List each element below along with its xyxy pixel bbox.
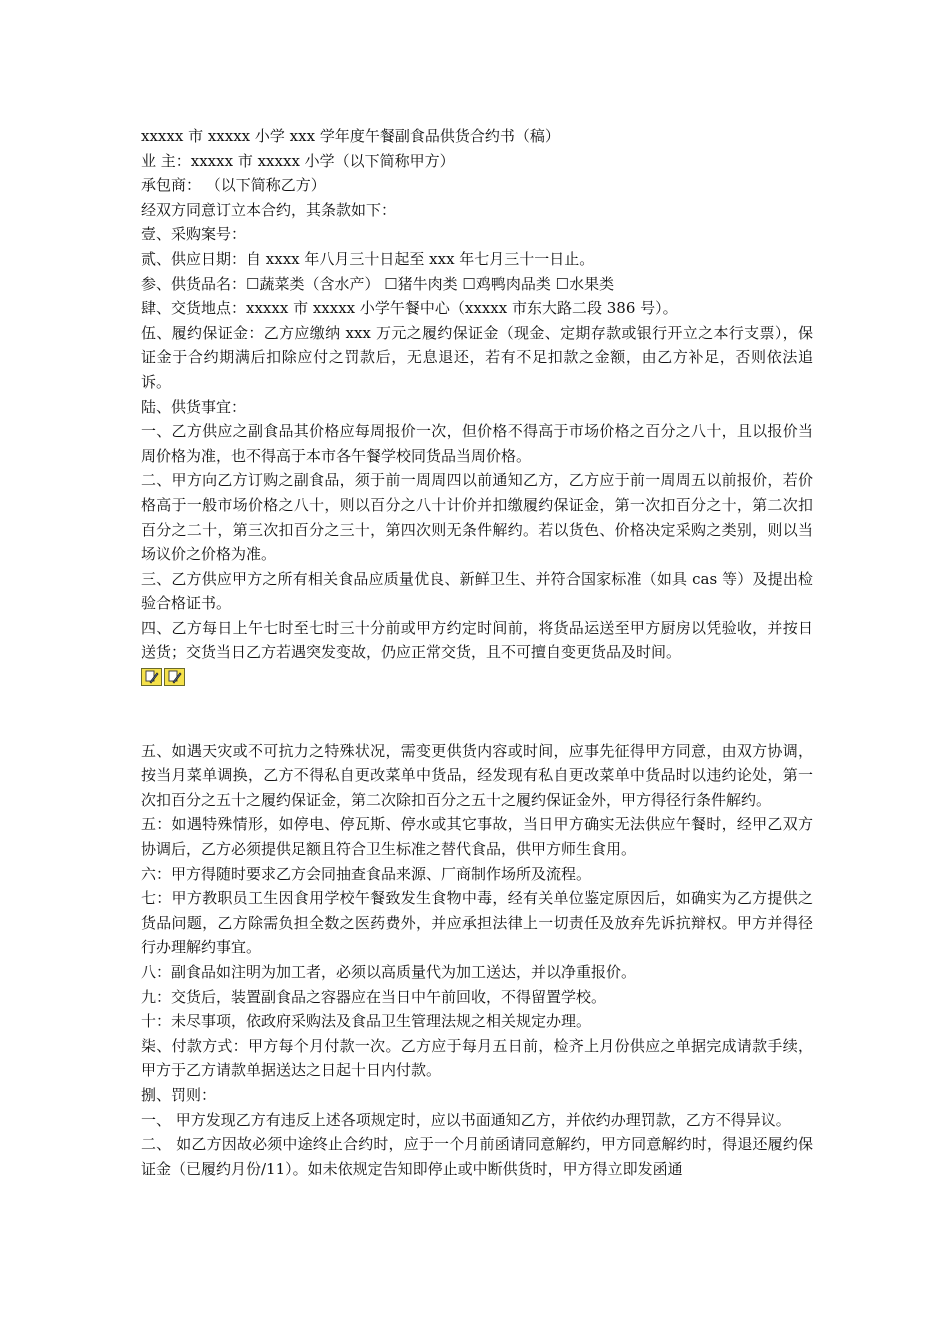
contractor-line: 承包商： （以下简称乙方） <box>141 176 326 195</box>
supply-item-7: 七：甲方教职员工生因食用学校午餐致发生食物中毒，经有关单位鉴定原因后，如确实为乙方提供之货品问题，乙方除需负担全数之医药费外，并应承担法律上一切责任及放弃先诉抗辩权。甲方并得径行办理解约事宜。 <box>141 889 813 957</box>
supply-item-4: 四、乙方每日上午七时至七时三十分前或甲方约定时间前，将货品运送至甲方厨房以凭验收，并按日送货；交货当日乙方若遇突发变故，仍应正常交货，且不可擅自变更货品及时间。 <box>141 618 813 662</box>
supply-item-1: 一、乙方供应之副食品其价格应每周报价一次，但价格不得高于市场价格之百分之八十，且以报价当周价格为准，也不得高于本市各午餐学校同货品当周价格。 <box>141 422 813 465</box>
supply-item-2: 二、甲方向乙方订购之副食品，须于前一周周四以前通知乙方，乙方应于前一周周五以前报价，若价格高于一般市场价格之八十，则以百分之八十计价并扣缴履约保证金，第一次扣百分之十，第二次扣百分之二十，第三次扣百分之三十，第四次则无条件解约。若以货色、价格决定采购之类别，则以当场议价之价格为准。 <box>141 471 813 564</box>
penalty-item-1: 一、 甲方发现乙方有违反上述各项规定时，应以书面通知乙方，并依约办理罚款，乙方不得异议。 <box>141 1110 791 1129</box>
supply-item-5: 五、如遇天灾或不可抗力之特殊状况，需变更供货内容或时间，应事先征得甲方同意，由双方协调，按当月菜单调换，乙方不得私自更改菜单中货品，经发现有私自更改菜单中货品时以违约论处，第一次扣百分之五十之履约保证金，第二次除扣百分之五十之履约保证金外，甲方得径行条件解约。 <box>141 741 813 809</box>
document-title: xxxxx 市 xxxxx 小学 xxx 学年度午餐副食品供货合约书（稿） <box>141 127 560 145</box>
clause-6: 陆、供货事宜： <box>141 397 247 416</box>
owner-line: 业 主：xxxxx 市 xxxxx 小学（以下简称甲方） <box>141 151 455 170</box>
clause-8: 捌、罚则： <box>141 1085 217 1104</box>
intro-line: 经双方同意订立本合约，其条款如下： <box>141 200 397 219</box>
supply-item-3: 三、乙方供应甲方之所有相关食品应质量优良、新鲜卫生、并符合国家标准（如具 cas 等）及提出检验合格证书。 <box>141 569 813 613</box>
supply-item-9: 九：交货后，装置副食品之容器应在当日中午前回收，不得留置学校。 <box>141 987 607 1006</box>
embedded-objects <box>141 665 813 690</box>
clause-5: 伍、履约保证金：乙方应缴纳 xxx 万元之履约保证金（现金、定期存款或银行开立之本行支票），保证金于合约期满后扣除应付之罚款后，无息退还，若有不足扣款之金额，由乙方补足，否则依法追诉。 <box>141 323 813 391</box>
clause-1: 壹、采购案号： <box>141 225 247 244</box>
spacer <box>141 690 813 739</box>
embedded-object-icon[interactable] <box>164 668 185 686</box>
clause-3: 参、供货品名：☐蔬菜类（含水产） ☐猪牛肉类 ☐鸡鸭肉品类 ☐水果类 <box>141 274 615 293</box>
embedded-object-icon[interactable] <box>141 668 162 686</box>
supply-item-8: 八：副食品如注明为加工者，必须以高质量代为加工送达，并以净重报价。 <box>141 963 637 981</box>
contract-document <box>141 124 813 1181</box>
supply-item-10: 十：未尽事项，依政府采购法及食品卫生管理法规之相关规定办理。 <box>141 1012 592 1031</box>
clause-2: 贰、供应日期：自 xxxx 年八月三十日起至 xxx 年七月三十一日止。 <box>141 249 595 268</box>
supply-item-5b: 五：如遇特殊情形，如停电、停瓦斯、停水或其它事故，当日甲方确实无法供应午餐时，经甲乙双方协调后，乙方必须提供足额且符合卫生标准之替代食品，供甲方师生食用。 <box>141 815 813 859</box>
pencil-icon <box>168 670 182 684</box>
clause-7: 柒、付款方式：甲方每个月付款一次。乙方应于每月五日前，检齐上月份供应之单据完成请款手续，甲方于乙方请款单据送达之日起十日内付款。 <box>141 1036 813 1080</box>
penalty-item-2: 二、 如乙方因故必须中途终止合约时，应于一个月前函请同意解约，甲方同意解约时，得退还履约保证金（已履约月份/11）。如未依规定告知即停止或中断供货时，甲方得立即发函通 <box>141 1135 813 1178</box>
pencil-icon <box>145 670 159 684</box>
supply-item-6: 六：甲方得随时要求乙方会同抽查食品来源、厂商制作场所及流程。 <box>141 864 592 883</box>
clause-4: 肆、交货地点：xxxxx 市 xxxxx 小学午餐中心（xxxxx 市东大路二段 386 号）。 <box>141 299 678 318</box>
